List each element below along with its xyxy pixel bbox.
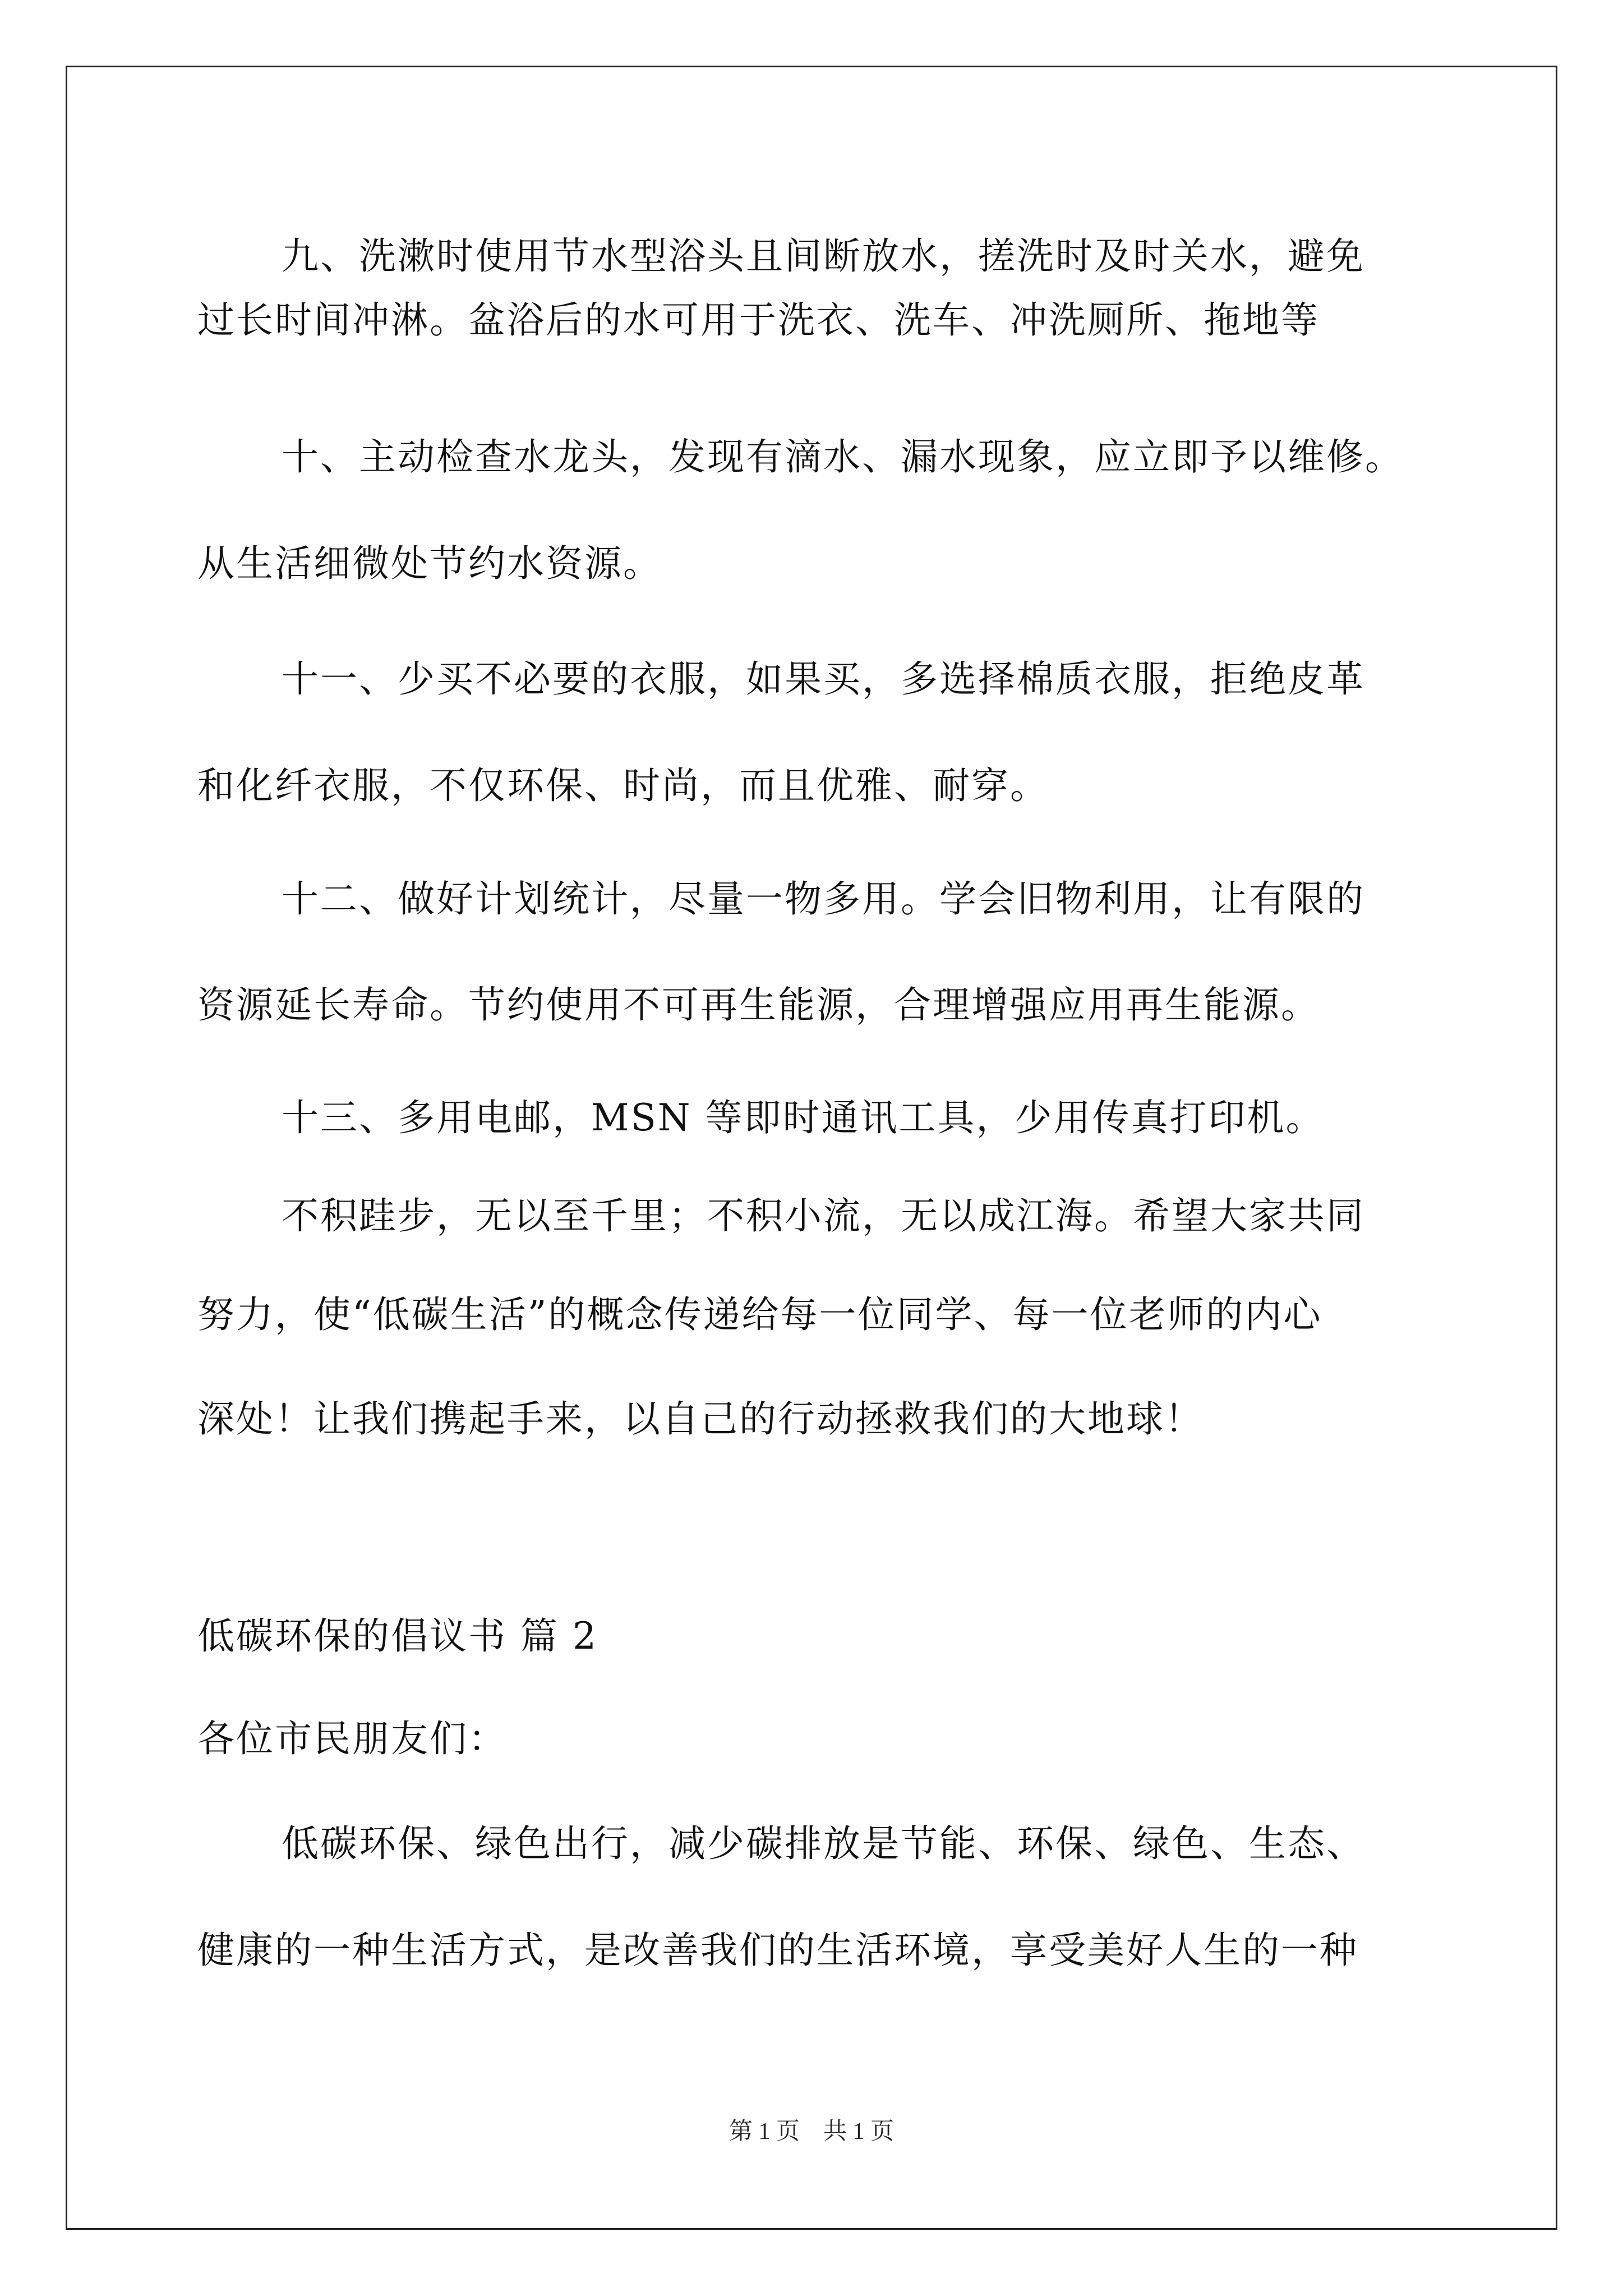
paragraph-line: 从生活细微处节约水资源。 [197,542,662,585]
paragraph-line: 十一、少买不必要的衣服，如果买，多选择棉质衣服，拒绝皮革 [282,657,1365,701]
paragraph-line: 不积跬步，无以至千里；不积小流，无以成江海。希望大家共同 [282,1194,1365,1237]
salutation: 各位市民朋友们： [197,1717,507,1760]
paragraph-line: 健康的一种生活方式，是改善我们的生活环境，享受美好人生的一种 [197,1929,1358,1972]
page-number-footer: 第 1 页 共 1 页 [728,2119,894,2145]
paragraph-line: 九、洗漱时使用节水型浴头且间断放水，搓洗时及时关水，避免 [282,234,1365,278]
section-heading: 低碳环保的倡议书 篇 2 [197,1614,598,1658]
paragraph-line: 十二、做好计划统计，尽量一物多用。学会旧物利用，让有限的 [282,877,1365,921]
paragraph-line: 十三、多用电邮，MSN 等即时通讯工具，少用传真打印机。 [282,1096,1325,1139]
paragraph-line: 低碳环保、绿色出行，减少碳排放是节能、环保、绿色、生态、 [282,1822,1365,1865]
paragraph-line: 努力，使“低碳生活”的概念传递给每一位同学、每一位老师的内心 [197,1293,1322,1336]
paragraph-line: 和化纤衣服，不仅环保、时尚，而且优雅、耐穿。 [197,764,1049,807]
page-border [66,66,1557,2230]
paragraph-line: 十、主动检查水龙头，发现有滴水、漏水现象，应立即予以维修。 [282,435,1404,478]
paragraph-line: 过长时间冲淋。盆浴后的水可用于洗衣、洗车、冲洗厕所、拖地等 [197,298,1320,342]
paragraph-line: 深处！让我们携起手来，以自己的行动拯救我们的大地球！ [197,1397,1204,1441]
paragraph-line: 资源延长寿命。节约使用不可再生能源，合理增强应用再生能源。 [197,983,1320,1027]
